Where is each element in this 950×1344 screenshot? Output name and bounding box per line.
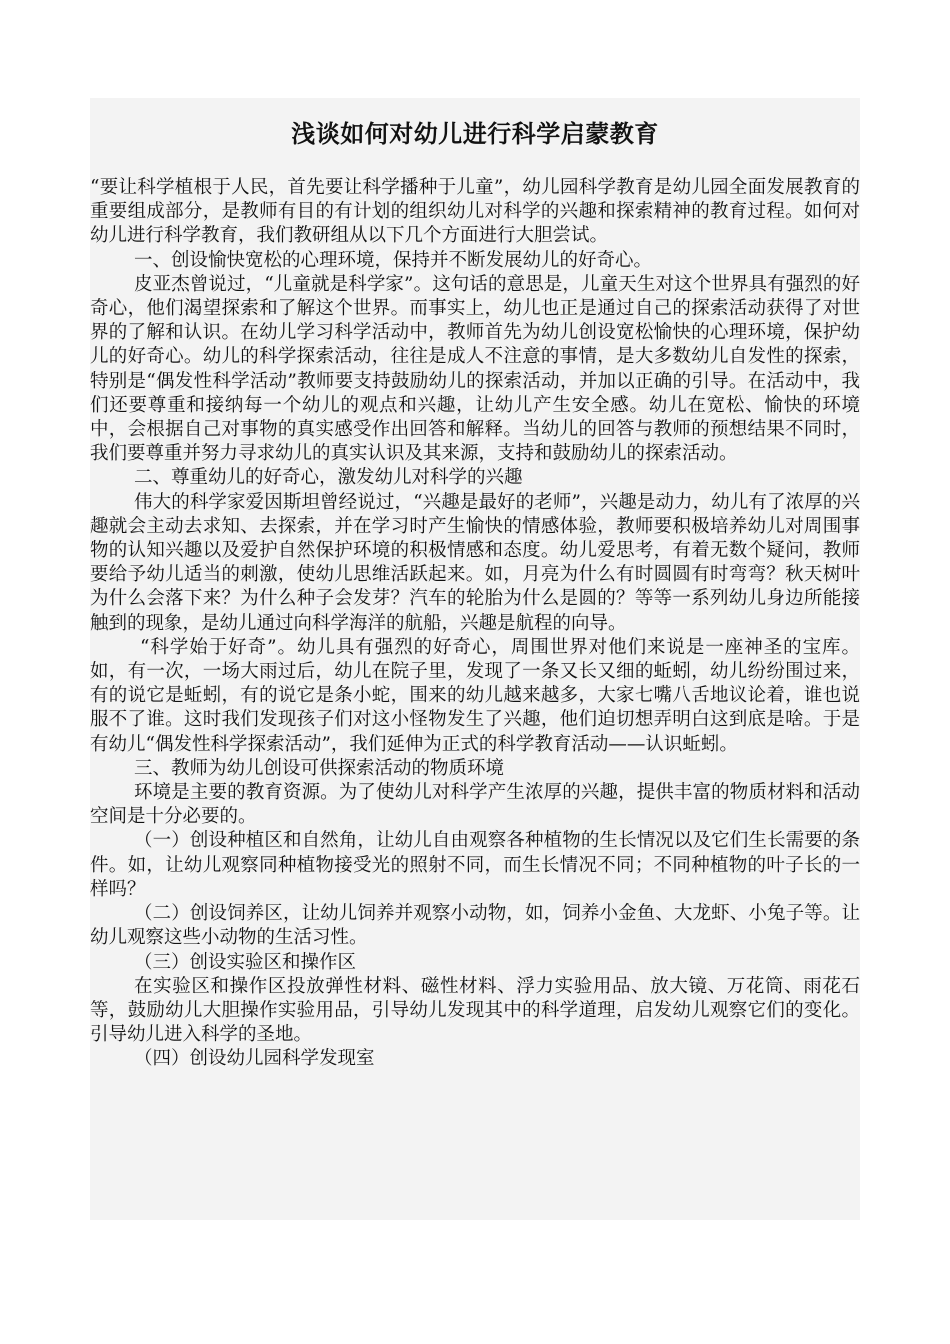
paragraph: 皮亚杰曾说过，“儿童就是科学家”。这句话的意思是，儿童天生对这个世界具有强烈的好奇心，他们渴望探索和了解这个世界。而事实上，幼儿也正是通过自己的探索活动获得了对世界的了解和认识。在幼儿学习科学活动中，教师首先为幼儿创设宽松愉快的心理环境，保护幼儿的好奇心。幼儿的科学探索活动，往往是成人不注意的事情，是大多数幼儿自发性的探索，特别是“偶发性科学活动”教师要支持鼓励幼儿的探索活动，并加以正确的引导。在活动中，我们还要尊重和接纳每一个幼儿的观点和兴趣，让幼儿产生安全感。幼儿在宽松、愉快的环境中，会根据自己对事物的真实感受作出回答和解释。当幼儿的回答与教师的预想结果不同时，我们要尊重并努力寻求幼儿的真实认识及其来源，支持和鼓励幼儿的探索活动。 [90,273,860,465]
subsection-4-heading: （四）创设幼儿园科学发现室 [134,1048,375,1070]
subsection-3-heading: （三）创设实验区和操作区 [134,951,357,973]
section-heading-2: 二、尊重幼儿的好奇心，激发幼儿对科学的兴趣 [134,467,523,489]
paragraph: 伟大的科学家爱因斯坦曾经说过，“兴趣是最好的老师”，兴趣是动力，幼儿有了浓厚的兴趣就会主动去求知、去探索，并在学习时产生愉快的情感体验，教师要积极培养幼儿对周围事物的认知兴趣以及爱护自然保护环境的积极情感和态度。幼儿爱思考，有着无数个疑问，教师要给予幼儿适当的刺激，使幼儿思维活跃起来。如，月亮为什么有时圆圆有时弯弯？秋天树叶为什么会落下来？为什么种子会发芽？汽车的轮胎为什么是圆的？等等一系列幼儿身边所能接触到的现象，是幼儿通过向科学海洋的航船，兴趣是航程的向导。 [90,491,860,634]
section-heading-1: 一、创设愉快宽松的心理环境，保持并不断发展幼儿的好奇心。 [134,249,653,271]
document-page [90,98,860,1220]
subsection-1: （一）创设种植区和自然角，让幼儿自由观察各种植物的生长情况以及它们生长需要的条件。如，让幼儿观察同种植物接受光的照射不同，而生长情况不同；不同种植物的叶子长的一样吗？ [90,830,860,900]
paragraph: 环境是主要的教育资源。为了使幼儿对科学产生浓厚的兴趣，提供丰富的物质材料和活动空间是十分必要的。 [90,782,860,828]
paragraph-intro: “要让科学植根于人民，首先要让科学播种于儿童”，幼儿园科学教育是幼儿园全面发展教育的重要组成部分，是教师有目的有计划的组织幼儿对科学的兴趣和探索精神的教育过程。如何对幼儿进行科学教育，我们教研组从以下几个方面进行大胆尝试。 [90,177,860,247]
subsection-2: （二）创设饲养区，让幼儿饲养并观察小动物，如，饲养小金鱼、大龙虾、小兔子等。让幼儿观察这些小动物的生活习性。 [90,903,860,949]
paragraph: 在实验区和操作区投放弹性材料、磁性材料、浮力实验用品、放大镜、万花筒、雨花石等，鼓励幼儿大胆操作实验用品，引导幼儿发现其中的科学道理，启发幼儿观察它们的变化。引导幼儿进入科学的圣地。 [90,975,860,1046]
document-title: 浅谈如何对幼儿进行科学启蒙教育 [291,120,659,148]
document-body [90,176,860,1072]
section-heading-3: 三、教师为幼儿创设可供探索活动的物质环境 [134,757,505,779]
paragraph: “科学始于好奇”。幼儿具有强烈的好奇心，周围世界对他们来说是一座神圣的宝库。如，有一次，一场大雨过后，幼儿在院子里，发现了一条又长又细的蚯蚓，幼儿纷纷围过来，有的说它是蚯蚓，有的说它是条小蛇，围来的幼儿越来越多，大家七嘴八舌地议论着，谁也说服不了谁。这时我们发现孩子们对这小怪物发生了兴趣，他们迫切想弄明白这到底是啥。于是有幼儿“偶发性科学探索活动”，我们延伸为正式的科学教育活动——认识蚯蚓。 [90,636,860,755]
